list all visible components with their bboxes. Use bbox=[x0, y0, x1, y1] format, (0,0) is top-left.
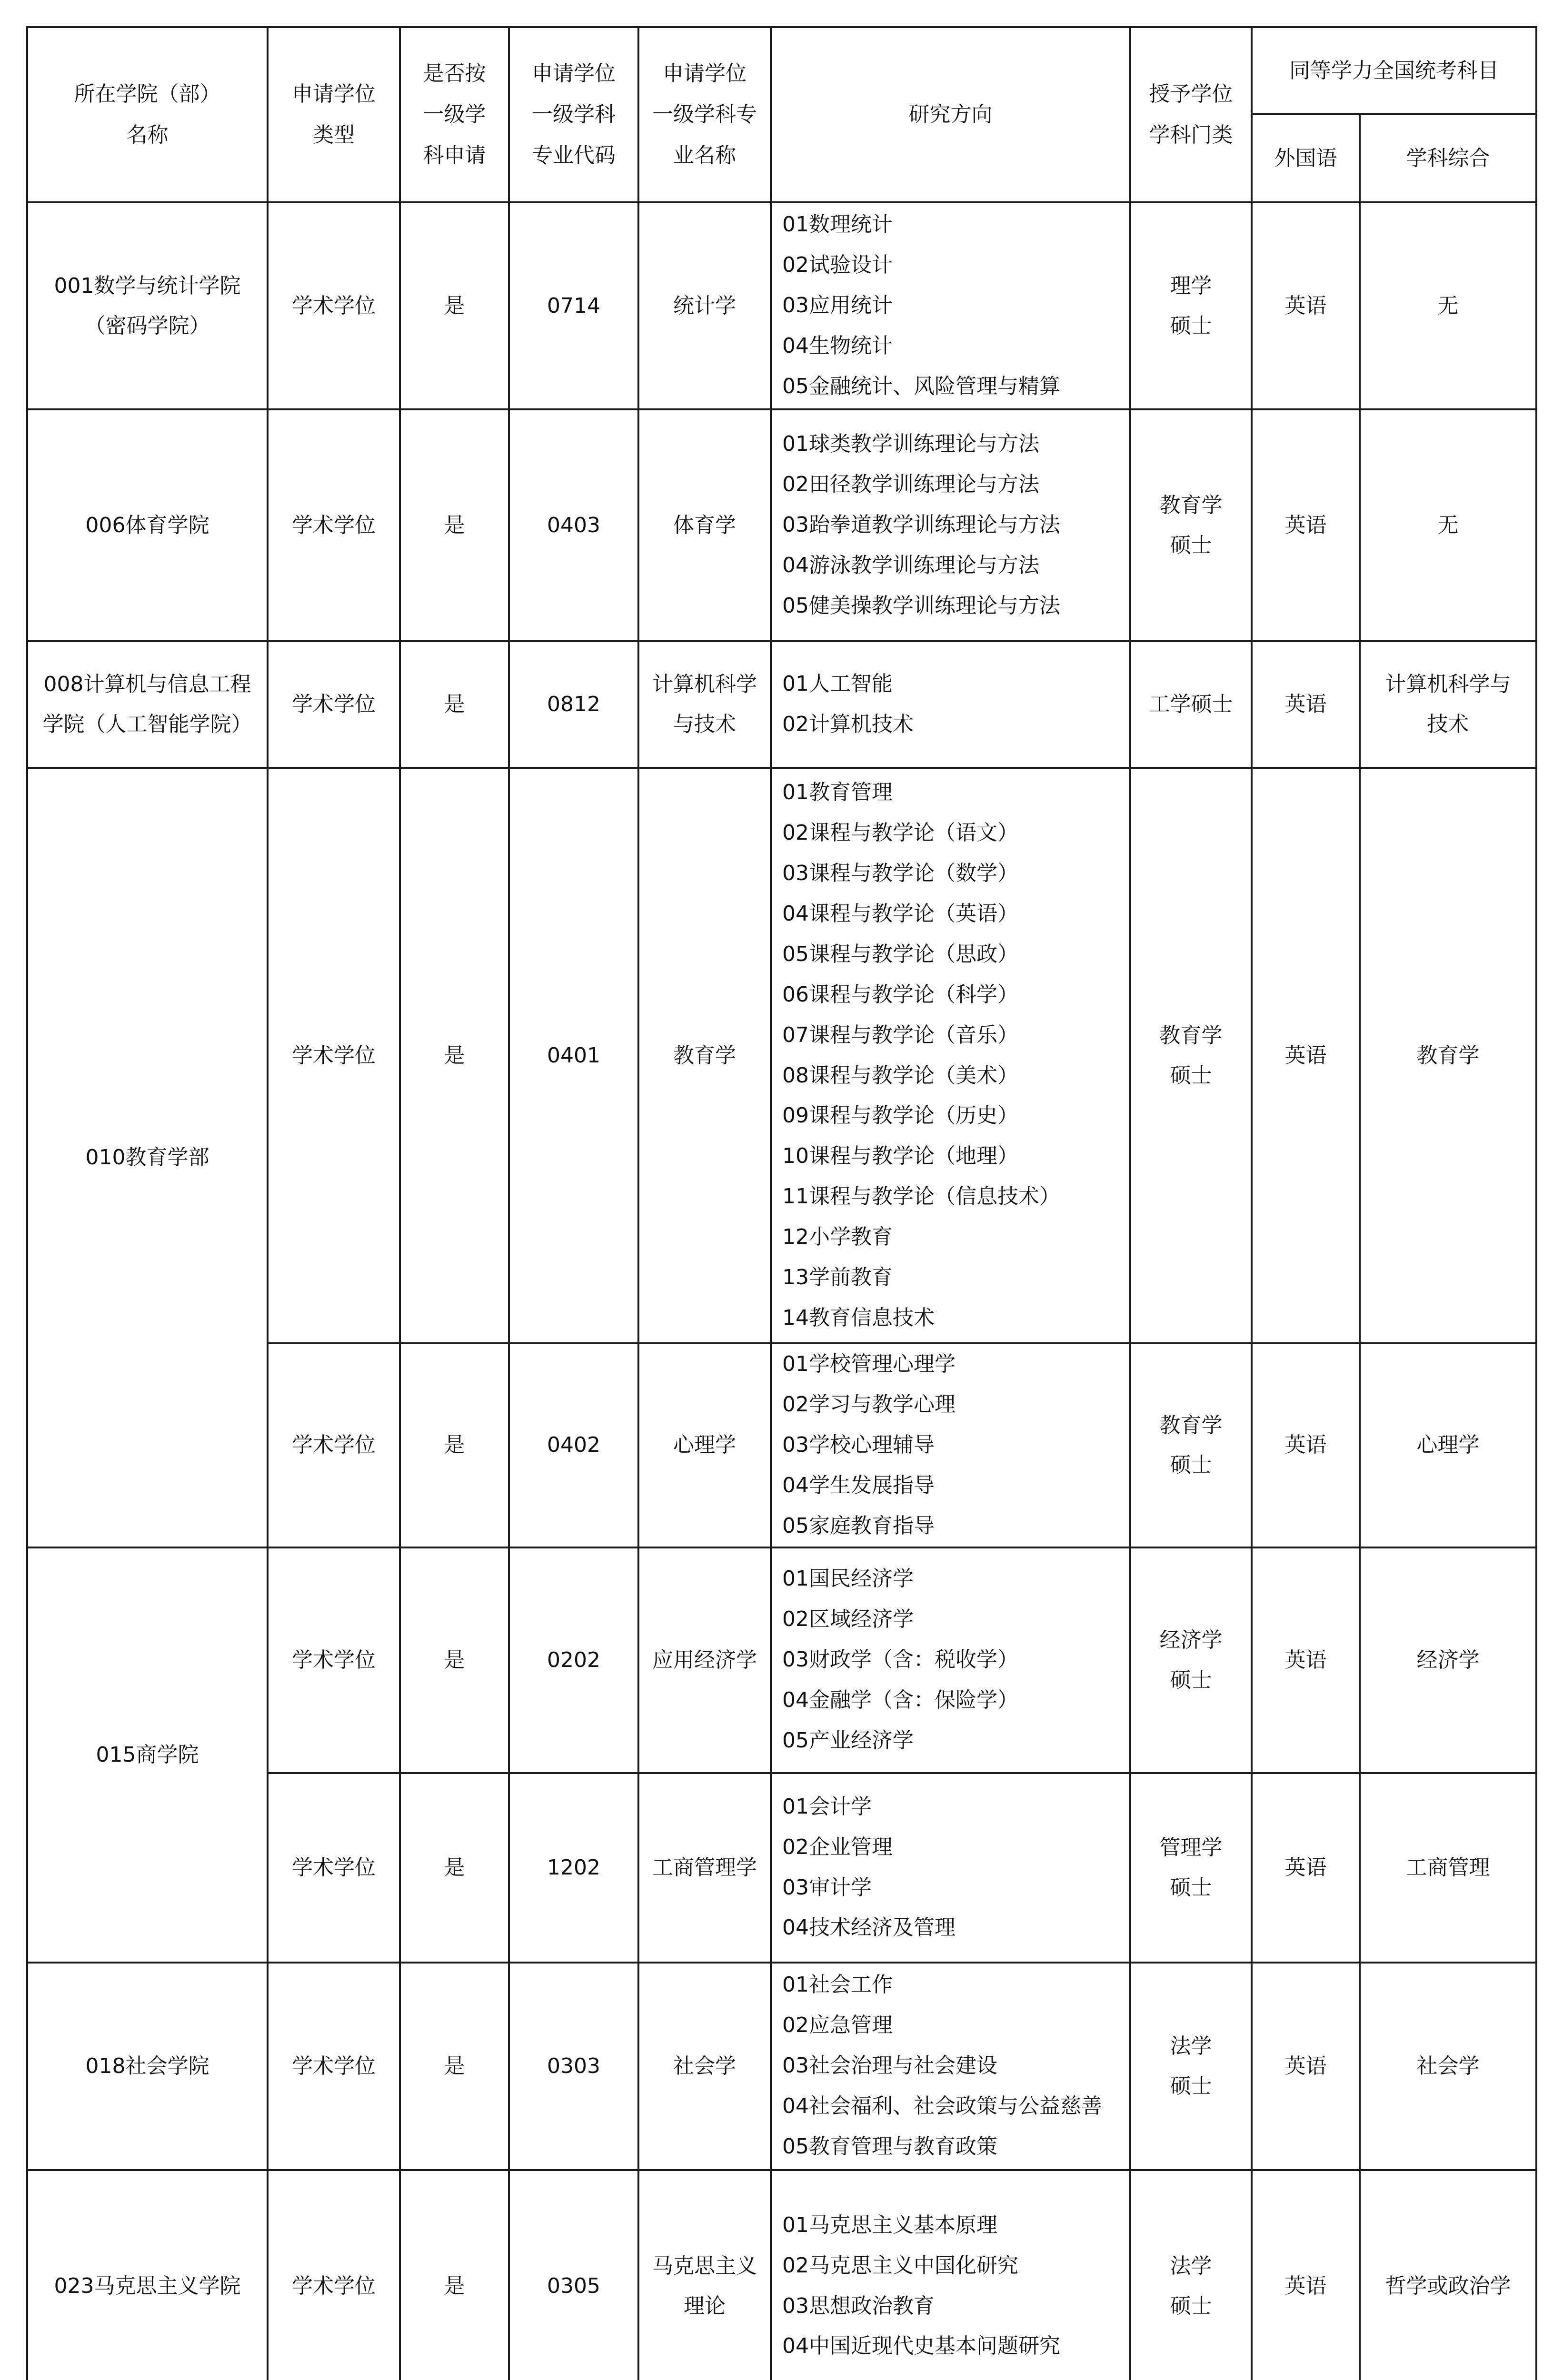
college-name-cell bbox=[27, 1963, 268, 2170]
degree-category-cell bbox=[1130, 768, 1252, 1343]
header-first-level bbox=[400, 27, 509, 202]
cell-text-line: 类型 bbox=[313, 123, 355, 147]
research-direction-item: 02试验设计 bbox=[782, 253, 893, 278]
cell-text-line: 工商管理 bbox=[1406, 1855, 1490, 1880]
cell-text-line: 计算机科学与 bbox=[1385, 672, 1511, 697]
subject-code-cell-text: 0812 bbox=[547, 692, 600, 717]
subject-name-cell bbox=[638, 768, 771, 1343]
cell-text-line: 授予学位 bbox=[1149, 82, 1233, 107]
comprehensive-subject-cell bbox=[1360, 641, 1536, 768]
research-direction-item: 01社会工作 bbox=[782, 1973, 893, 1997]
cell-text-line: 001数学与统计学院 bbox=[54, 273, 241, 298]
cell-text-line: 硕士 bbox=[1170, 1667, 1212, 1692]
header-subject-code bbox=[509, 27, 638, 202]
research-direction-item: 05产业经济学 bbox=[782, 1728, 914, 1753]
research-directions-cell bbox=[771, 202, 1130, 409]
subject-name-cell bbox=[638, 409, 771, 641]
cell-text-line: 教育学 bbox=[673, 1043, 736, 1068]
foreign-language-cell-text: 英语 bbox=[1284, 1433, 1327, 1458]
foreign-language-cell bbox=[1252, 1963, 1360, 2170]
degree-type-cell-text: 学术学位 bbox=[292, 692, 376, 717]
cell-text-line: 申请学位 bbox=[292, 82, 376, 107]
cell-text-line: 硕士 bbox=[1170, 1063, 1212, 1088]
header-degree-category bbox=[1130, 27, 1252, 202]
degree-type-cell bbox=[268, 1343, 400, 1547]
research-directions-cell bbox=[771, 641, 1130, 768]
degree-type-cell-text: 学术学位 bbox=[292, 1855, 376, 1880]
cell-text-line: 管理学 bbox=[1159, 1835, 1223, 1860]
research-direction-item: 01球类教学训练理论与方法 bbox=[782, 432, 1039, 456]
cell-text-line: （密码学院） bbox=[84, 313, 210, 338]
cell-text-line: 应用经济学 bbox=[652, 1647, 757, 1672]
cell-text-line: 一级学科专 bbox=[652, 102, 757, 127]
first-level-cell-text: 是 bbox=[444, 2053, 465, 2078]
table-row bbox=[27, 409, 1536, 641]
foreign-language-cell-text: 英语 bbox=[1284, 293, 1327, 318]
cell-text-line: 硕士 bbox=[1170, 1453, 1212, 1478]
foreign-language-cell bbox=[1252, 2170, 1360, 2380]
degree-type-cell-text: 学术学位 bbox=[292, 1433, 376, 1458]
first-level-cell bbox=[400, 2170, 509, 2380]
research-direction-item: 02马克思主义中国化研究 bbox=[782, 2253, 1018, 2278]
cell-text-line: 哲学或政治学 bbox=[1385, 2273, 1511, 2298]
research-direction-item: 10课程与教学论（地理） bbox=[782, 1144, 1018, 1169]
degree-category-cell bbox=[1130, 641, 1252, 768]
first-level-cell bbox=[400, 768, 509, 1343]
research-direction-item: 13学前教育 bbox=[782, 1265, 893, 1290]
foreign-language-cell-text: 英语 bbox=[1284, 2273, 1327, 2298]
cell-text-line: 023马克思主义学院 bbox=[54, 2273, 241, 2298]
first-level-cell bbox=[400, 641, 509, 768]
research-direction-item: 02课程与教学论（语文） bbox=[782, 821, 1018, 845]
header-degree-type bbox=[268, 27, 400, 202]
subject-code-cell bbox=[509, 1343, 638, 1547]
college-name-cell bbox=[27, 202, 268, 409]
subject-code-cell-text: 0305 bbox=[547, 2273, 600, 2298]
subject-name-cell bbox=[638, 641, 771, 768]
cell-text-line: 学科门类 bbox=[1149, 123, 1233, 147]
degree-type-cell bbox=[268, 641, 400, 768]
table-row bbox=[27, 768, 1536, 1343]
research-directions-cell bbox=[771, 1963, 1130, 2170]
research-direction-item: 01马克思主义基本原理 bbox=[782, 2212, 997, 2237]
degree-type-cell-text: 学术学位 bbox=[292, 2053, 376, 2078]
college-name-cell bbox=[27, 641, 268, 768]
cell-text-line: 心理学 bbox=[673, 1433, 736, 1458]
first-level-cell bbox=[400, 1963, 509, 2170]
cell-text-line: 所在学院（部） bbox=[74, 82, 221, 107]
research-direction-item: 09课程与教学论（历史） bbox=[782, 1103, 1018, 1128]
foreign-language-cell bbox=[1252, 409, 1360, 641]
cell-text-line: 经济学 bbox=[1416, 1647, 1480, 1672]
foreign-language-cell bbox=[1252, 641, 1360, 768]
degree-type-cell-text: 学术学位 bbox=[292, 1043, 376, 1068]
research-direction-item: 03社会治理与社会建设 bbox=[782, 2053, 997, 2078]
research-direction-item: 07课程与教学论（音乐） bbox=[782, 1022, 1018, 1047]
research-direction-item: 03学校心理辅导 bbox=[782, 1432, 935, 1457]
cell-text-line: 教育学 bbox=[1159, 1413, 1223, 1438]
research-direction-item: 01数理统计 bbox=[782, 212, 893, 237]
degree-type-cell bbox=[268, 768, 400, 1343]
comprehensive-subject-cell bbox=[1360, 768, 1536, 1343]
first-level-cell-text: 是 bbox=[444, 1647, 465, 1672]
research-directions-cell bbox=[771, 1773, 1130, 1963]
research-direction-item: 05课程与教学论（思政） bbox=[782, 942, 1018, 966]
research-direction-item: 02企业管理 bbox=[782, 1835, 893, 1859]
subject-code-cell bbox=[509, 1773, 638, 1963]
first-level-cell-text: 是 bbox=[444, 692, 465, 717]
first-level-cell-text: 是 bbox=[444, 293, 465, 318]
research-direction-item: 04金融学（含：保险学） bbox=[782, 1687, 1018, 1712]
subject-code-cell bbox=[509, 2170, 638, 2380]
foreign-language-cell bbox=[1252, 768, 1360, 1343]
first-level-cell bbox=[400, 202, 509, 409]
foreign-language-cell-text: 英语 bbox=[1284, 1043, 1327, 1068]
cell-text-line: 科申请 bbox=[423, 143, 486, 168]
header-exam-subjects: 同等学力全国统考科目 bbox=[1252, 27, 1536, 114]
cell-text-line: 015商学院 bbox=[96, 1742, 199, 1767]
foreign-language-cell bbox=[1252, 1773, 1360, 1963]
research-direction-item: 01会计学 bbox=[782, 1794, 872, 1819]
degree-type-cell-text: 学术学位 bbox=[292, 293, 376, 318]
first-level-cell bbox=[400, 409, 509, 641]
degree-type-cell bbox=[268, 1773, 400, 1963]
subject-name-cell bbox=[638, 1547, 771, 1773]
research-direction-item: 02田径教学训练理论与方法 bbox=[782, 472, 1039, 497]
cell-text-line: 理论 bbox=[684, 2293, 726, 2318]
subject-code-cell-text: 0303 bbox=[547, 2053, 600, 2078]
header-comprehensive-subject: 学科综合 bbox=[1360, 114, 1536, 202]
research-direction-item: 04中国近现代史基本问题研究 bbox=[782, 2334, 1060, 2359]
subject-code-cell-text: 0714 bbox=[547, 293, 600, 318]
research-direction-item: 05健美操教学训练理论与方法 bbox=[782, 593, 1060, 618]
subject-code-cell bbox=[509, 768, 638, 1343]
comprehensive-subject-cell bbox=[1360, 1343, 1536, 1547]
cell-text-line: 010教育学部 bbox=[85, 1145, 209, 1170]
college-name-cell bbox=[27, 1547, 268, 1963]
research-direction-item: 05金融统计、风险管理与精算 bbox=[782, 374, 1060, 398]
cell-text-line: 教育学 bbox=[1159, 493, 1223, 517]
first-level-cell-text: 是 bbox=[444, 2273, 465, 2298]
first-level-cell-text: 是 bbox=[444, 1855, 465, 1880]
college-name-cell bbox=[27, 2170, 268, 2380]
research-direction-item: 12小学教育 bbox=[782, 1225, 893, 1250]
research-direction-item: 04社会福利、社会政策与公益慈善 bbox=[782, 2093, 1102, 2118]
research-direction-item: 04游泳教学训练理论与方法 bbox=[782, 553, 1039, 577]
foreign-language-cell bbox=[1252, 202, 1360, 409]
cell-text-line: 心理学 bbox=[1416, 1433, 1480, 1458]
first-level-cell-text: 是 bbox=[444, 1433, 465, 1458]
research-direction-item: 06课程与教学论（科学） bbox=[782, 982, 1018, 1007]
research-direction-item: 01人工智能 bbox=[782, 672, 893, 696]
cell-text-line: 与技术 bbox=[673, 712, 736, 736]
comprehensive-subject-cell bbox=[1360, 2170, 1536, 2380]
foreign-language-cell-text: 英语 bbox=[1284, 513, 1327, 537]
cell-text-line: 学院（人工智能学院） bbox=[42, 712, 252, 736]
subject-code-cell-text: 1202 bbox=[547, 1855, 600, 1880]
cell-text-line: 技术 bbox=[1427, 712, 1469, 736]
degree-type-cell-text: 学术学位 bbox=[292, 1647, 376, 1672]
cell-text-line: 专业代码 bbox=[532, 143, 616, 168]
comprehensive-subject-cell bbox=[1360, 409, 1536, 641]
cell-text-line: 社会学 bbox=[1416, 2053, 1480, 2078]
research-direction-item: 03财政学（含：税收学） bbox=[782, 1647, 1018, 1672]
research-directions-cell bbox=[771, 1343, 1130, 1547]
degree-category-cell bbox=[1130, 1963, 1252, 2170]
cell-text-line: 教育学 bbox=[1416, 1043, 1480, 1068]
research-direction-item: 11课程与教学论（信息技术） bbox=[782, 1184, 1060, 1209]
foreign-language-cell bbox=[1252, 1343, 1360, 1547]
header-research-directions: 研究方向 bbox=[771, 27, 1130, 202]
subject-code-cell bbox=[509, 641, 638, 768]
degree-category-cell bbox=[1130, 2170, 1252, 2380]
foreign-language-cell-text: 英语 bbox=[1284, 1647, 1327, 1672]
foreign-language-cell-text: 英语 bbox=[1284, 1855, 1327, 1880]
cell-text-line: 无 bbox=[1437, 293, 1459, 318]
subject-code-cell-text: 0202 bbox=[547, 1647, 600, 1672]
research-direction-item: 02应急管理 bbox=[782, 2013, 893, 2038]
degree-program-table bbox=[26, 26, 1537, 2380]
research-direction-item: 04课程与教学论（英语） bbox=[782, 901, 1018, 926]
cell-text-line: 008计算机与信息工程 bbox=[43, 672, 251, 697]
table-row bbox=[27, 1547, 1536, 1773]
research-direction-item: 14教育信息技术 bbox=[782, 1305, 935, 1330]
research-direction-item: 08课程与教学论（美术） bbox=[782, 1063, 1018, 1088]
degree-type-cell bbox=[268, 2170, 400, 2380]
research-direction-item: 02区域经济学 bbox=[782, 1607, 914, 1632]
research-direction-item: 04技术经济及管理 bbox=[782, 1915, 956, 1940]
first-level-cell bbox=[400, 1343, 509, 1547]
research-direction-item: 01教育管理 bbox=[782, 780, 893, 805]
cell-text-line: 名称 bbox=[126, 123, 169, 147]
cell-text-line: 无 bbox=[1437, 513, 1459, 537]
cell-text-line: 工商管理学 bbox=[652, 1855, 757, 1880]
cell-text-line: 硕士 bbox=[1170, 1875, 1212, 1900]
degree-category-cell bbox=[1130, 409, 1252, 641]
college-name-cell bbox=[27, 768, 268, 1547]
table-body bbox=[27, 202, 1536, 2380]
research-direction-item: 03思想政治教育 bbox=[782, 2293, 935, 2318]
foreign-language-cell-text: 英语 bbox=[1284, 692, 1327, 717]
subject-name-cell bbox=[638, 202, 771, 409]
subject-code-cell bbox=[509, 1547, 638, 1773]
header-college bbox=[27, 27, 268, 202]
research-direction-item: 03审计学 bbox=[782, 1875, 872, 1900]
header-foreign-language: 外国语 bbox=[1252, 114, 1360, 202]
cell-text-line: 法学 bbox=[1170, 2253, 1212, 2278]
foreign-language-cell-text: 英语 bbox=[1284, 2053, 1327, 2078]
cell-text-line: 一级学科 bbox=[532, 102, 616, 127]
subject-code-cell bbox=[509, 202, 638, 409]
research-direction-item: 03应用统计 bbox=[782, 293, 893, 318]
research-directions-cell bbox=[771, 768, 1130, 1343]
cell-text-line: 018社会学院 bbox=[85, 2053, 209, 2078]
cell-text-line: 是否按 bbox=[423, 61, 486, 86]
comprehensive-subject-cell bbox=[1360, 1963, 1536, 2170]
degree-type-cell bbox=[268, 1547, 400, 1773]
degree-type-cell-text: 学术学位 bbox=[292, 2273, 376, 2298]
research-direction-item: 04学生发展指导 bbox=[782, 1473, 935, 1497]
cell-text-line: 工学硕士 bbox=[1149, 692, 1233, 717]
cell-text-line: 马克思主义 bbox=[652, 2253, 757, 2278]
first-level-cell bbox=[400, 1773, 509, 1963]
research-direction-item: 05教育管理与教育政策 bbox=[782, 2134, 997, 2159]
cell-text-line: 理学 bbox=[1170, 273, 1212, 298]
research-direction-item: 03课程与教学论（数学） bbox=[782, 861, 1018, 885]
subject-name-cell bbox=[638, 1343, 771, 1547]
college-name-cell bbox=[27, 409, 268, 641]
subject-code-cell bbox=[509, 1963, 638, 2170]
degree-type-cell bbox=[268, 409, 400, 641]
table-row bbox=[27, 641, 1536, 768]
research-directions-cell bbox=[771, 1547, 1130, 1773]
research-directions-cell bbox=[771, 409, 1130, 641]
subject-name-cell bbox=[638, 1773, 771, 1963]
subject-code-cell-text: 0401 bbox=[547, 1043, 600, 1068]
first-level-cell-text: 是 bbox=[444, 1043, 465, 1068]
degree-category-cell bbox=[1130, 202, 1252, 409]
cell-text-line: 硕士 bbox=[1170, 2293, 1212, 2318]
degree-type-cell bbox=[268, 202, 400, 409]
cell-text-line: 经济学 bbox=[1159, 1627, 1223, 1652]
cell-text-line: 统计学 bbox=[673, 293, 736, 318]
table-row bbox=[27, 1963, 1536, 2170]
first-level-cell bbox=[400, 1547, 509, 1773]
cell-text-line: 体育学 bbox=[673, 513, 736, 537]
research-direction-item: 04生物统计 bbox=[782, 333, 893, 358]
degree-category-cell bbox=[1130, 1773, 1252, 1963]
research-direction-item: 01国民经济学 bbox=[782, 1567, 914, 1591]
cell-text-line: 业名称 bbox=[673, 143, 736, 168]
research-direction-item: 02学习与教学心理 bbox=[782, 1392, 956, 1417]
first-level-cell-text: 是 bbox=[444, 513, 465, 537]
degree-category-cell bbox=[1130, 1547, 1252, 1773]
cell-text-line: 计算机科学 bbox=[652, 672, 757, 697]
cell-text-line: 006体育学院 bbox=[85, 513, 209, 537]
degree-type-cell bbox=[268, 1963, 400, 2170]
cell-text-line: 硕士 bbox=[1170, 313, 1212, 338]
cell-text-line: 社会学 bbox=[673, 2053, 736, 2078]
comprehensive-subject-cell bbox=[1360, 202, 1536, 409]
comprehensive-subject-cell bbox=[1360, 1773, 1536, 1963]
subject-code-cell bbox=[509, 409, 638, 641]
subject-code-cell-text: 0403 bbox=[547, 513, 600, 537]
table-row bbox=[27, 202, 1536, 409]
cell-text-line: 硕士 bbox=[1170, 533, 1212, 557]
subject-code-cell-text: 0402 bbox=[547, 1433, 600, 1458]
cell-text-line: 申请学位 bbox=[532, 61, 616, 86]
comprehensive-subject-cell bbox=[1360, 1547, 1536, 1773]
research-direction-item: 05家庭教育指导 bbox=[782, 1513, 935, 1538]
cell-text-line: 申请学位 bbox=[663, 61, 747, 86]
research-direction-item: 01学校管理心理学 bbox=[782, 1352, 956, 1376]
foreign-language-cell bbox=[1252, 1547, 1360, 1773]
research-direction-item: 03跆拳道教学训练理论与方法 bbox=[782, 513, 1060, 537]
cell-text-line: 教育学 bbox=[1159, 1023, 1223, 1048]
cell-text-line: 硕士 bbox=[1170, 2073, 1212, 2098]
research-directions-cell bbox=[771, 2170, 1130, 2380]
table-row bbox=[27, 2170, 1536, 2380]
subject-name-cell bbox=[638, 2170, 771, 2380]
header-subject-name bbox=[638, 27, 771, 202]
subject-name-cell bbox=[638, 1963, 771, 2170]
cell-text-line: 一级学 bbox=[423, 102, 486, 127]
cell-text-line: 法学 bbox=[1170, 2033, 1212, 2058]
research-direction-item: 02计算机技术 bbox=[782, 712, 914, 736]
degree-type-cell-text: 学术学位 bbox=[292, 513, 376, 537]
degree-category-cell bbox=[1130, 1343, 1252, 1547]
